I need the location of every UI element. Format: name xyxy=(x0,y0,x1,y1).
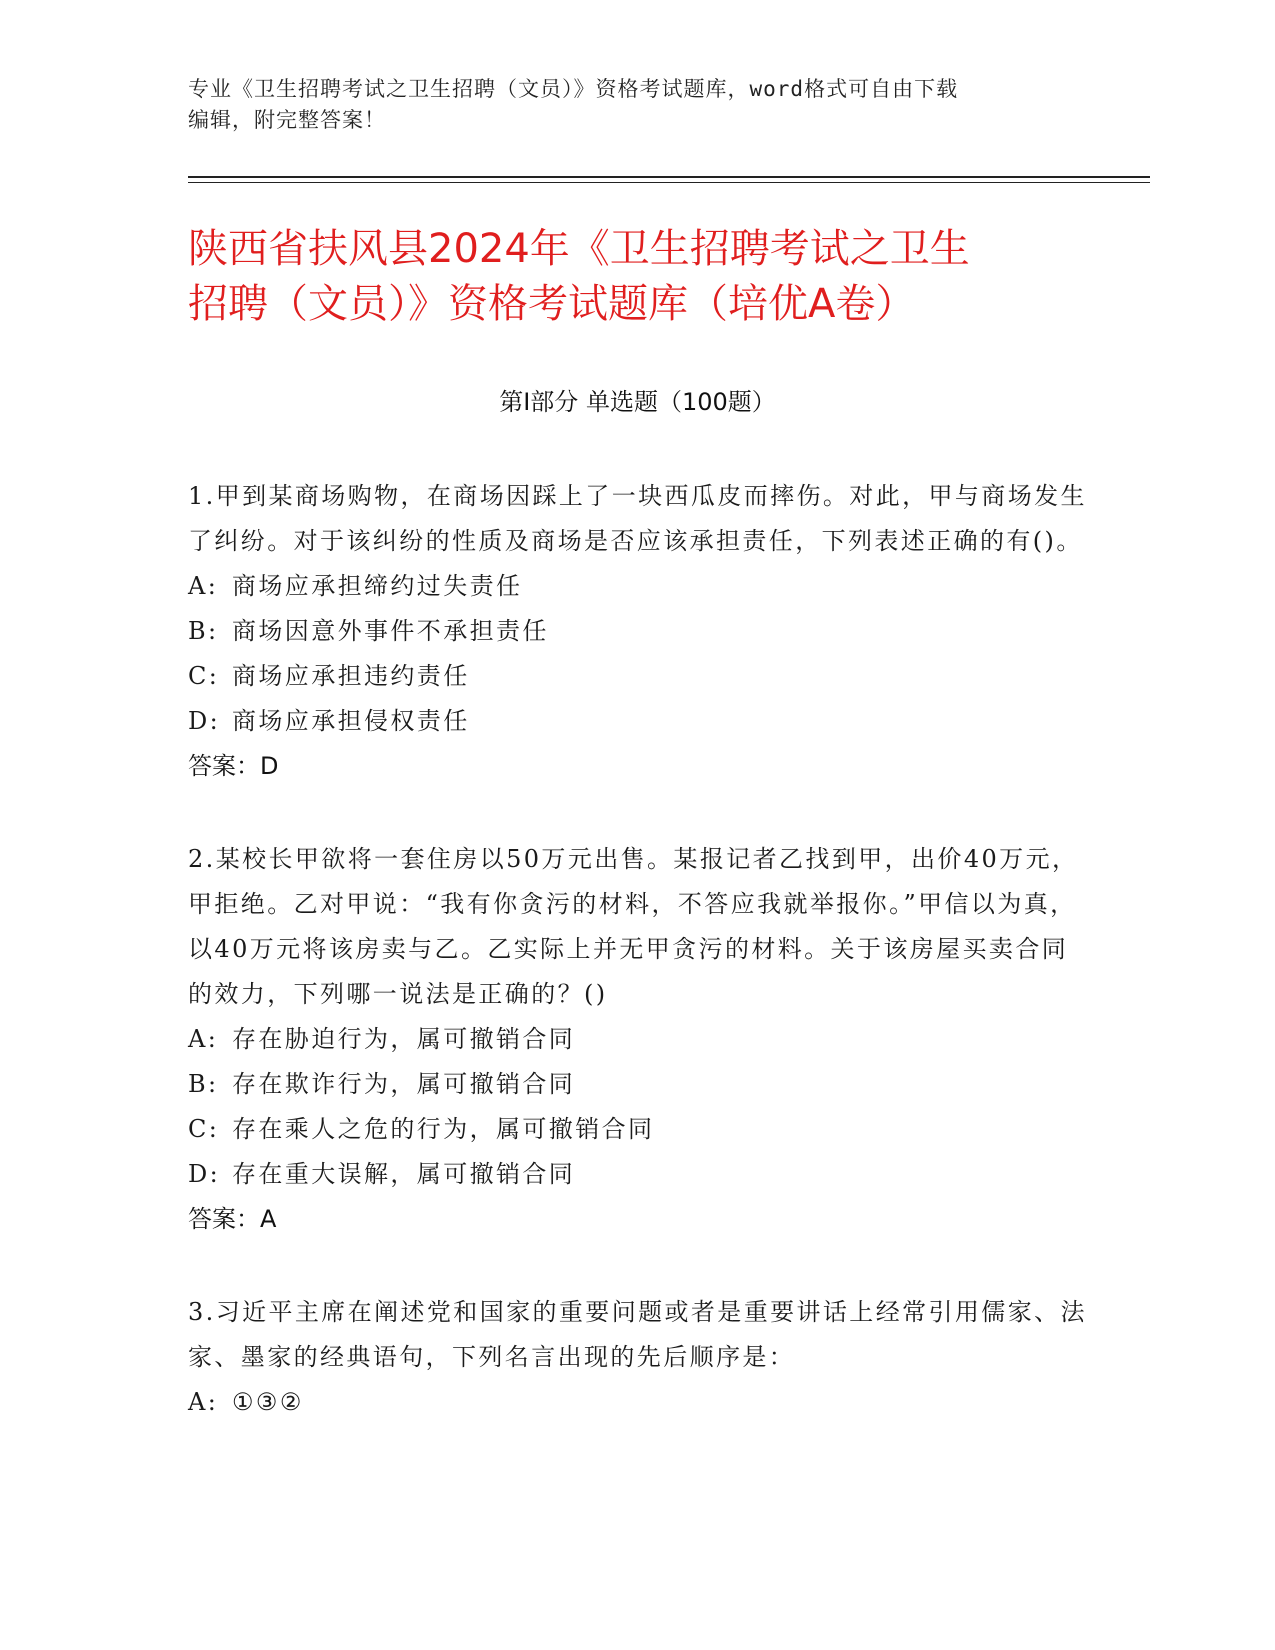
option-letter: A: xyxy=(188,572,219,600)
option-letter: A: xyxy=(188,1025,219,1053)
answer-prefix: 答案： xyxy=(188,1205,260,1233)
document-title xyxy=(188,222,1088,332)
question-stem: 1.甲到某商场购物，在商场因踩上了一块西瓜皮而摔伤。对此，甲与商场发生了纠纷。对于该纠纷的性质及商场是否应该承担责任，下列表述正确的有()。 xyxy=(188,482,1087,555)
option-letter: B: xyxy=(188,617,219,645)
option-d xyxy=(188,699,1088,744)
option-text: 存在胁迫行为，属可撤销合同 xyxy=(232,1025,576,1053)
option-text: ①③② xyxy=(232,1388,304,1416)
answer-line xyxy=(188,1197,1088,1242)
header-divider-thick xyxy=(188,176,1150,178)
header-note xyxy=(188,74,1088,136)
question-stem: 3.习近平主席在阐述党和国家的重要问题或者是重要讲话上经常引用儒家、法家、墨家的经典语句，下列名言出现的先后顺序是： xyxy=(188,1298,1087,1371)
option-b xyxy=(188,609,1088,654)
answer-line xyxy=(188,744,1088,789)
question-list xyxy=(188,474,1088,1473)
option-d xyxy=(188,1152,1088,1197)
option-b xyxy=(188,1062,1088,1107)
header-note-line1: 专业《卫生招聘考试之卫生招聘（文员）》资格考试题库，word格式可自由下载 xyxy=(188,77,959,101)
option-text: 商场应承担缔约过失责任 xyxy=(232,572,523,600)
option-a xyxy=(188,564,1088,609)
option-letter: C: xyxy=(188,662,220,690)
answer-value: D xyxy=(260,752,279,780)
question-item xyxy=(188,1290,1088,1425)
option-letter: D: xyxy=(188,707,221,735)
option-text: 商场应承担违约责任 xyxy=(232,662,470,690)
answer-value: A xyxy=(260,1205,277,1233)
option-c xyxy=(188,1107,1088,1152)
option-a xyxy=(188,1380,1088,1425)
option-a xyxy=(188,1017,1088,1062)
option-c xyxy=(188,654,1088,699)
question-item xyxy=(188,474,1088,789)
option-letter: B: xyxy=(188,1070,219,1098)
option-text: 存在乘人之危的行为，属可撤销合同 xyxy=(232,1115,655,1143)
document-title-line1: 陕西省扶风县2024年《卫生招聘考试之卫生 xyxy=(188,226,970,272)
option-text: 存在重大误解，属可撤销合同 xyxy=(232,1160,576,1188)
question-stem: 2.某校长甲欲将一套住房以50万元出售。某报记者乙找到甲，出价40万元，甲拒绝。乙对甲说：“我有你贪污的材料，不答应我就举报你。”甲信以为真，以40万元将该房卖与乙。乙实际上并无甲贪污的材料。关于该房屋买卖合同的效力，下列哪一说法是正确的？() xyxy=(188,845,1079,1008)
option-letter: C: xyxy=(188,1115,220,1143)
document-title-line2: 招聘（文员）》资格考试题库（培优A卷） xyxy=(188,281,916,327)
option-text: 商场应承担侵权责任 xyxy=(232,707,470,735)
question-item xyxy=(188,837,1088,1242)
section-heading: 第Ⅰ部分 单选题（100题） xyxy=(499,388,776,416)
option-text: 存在欺诈行为，属可撤销合同 xyxy=(232,1070,576,1098)
header-divider-thin xyxy=(188,182,1150,183)
answer-prefix: 答案： xyxy=(188,752,260,780)
option-letter: A: xyxy=(188,1388,219,1416)
option-text: 商场因意外事件不承担责任 xyxy=(232,617,549,645)
option-letter: D: xyxy=(188,1160,221,1188)
header-note-line2: 编辑，附完整答案！ xyxy=(188,108,386,132)
